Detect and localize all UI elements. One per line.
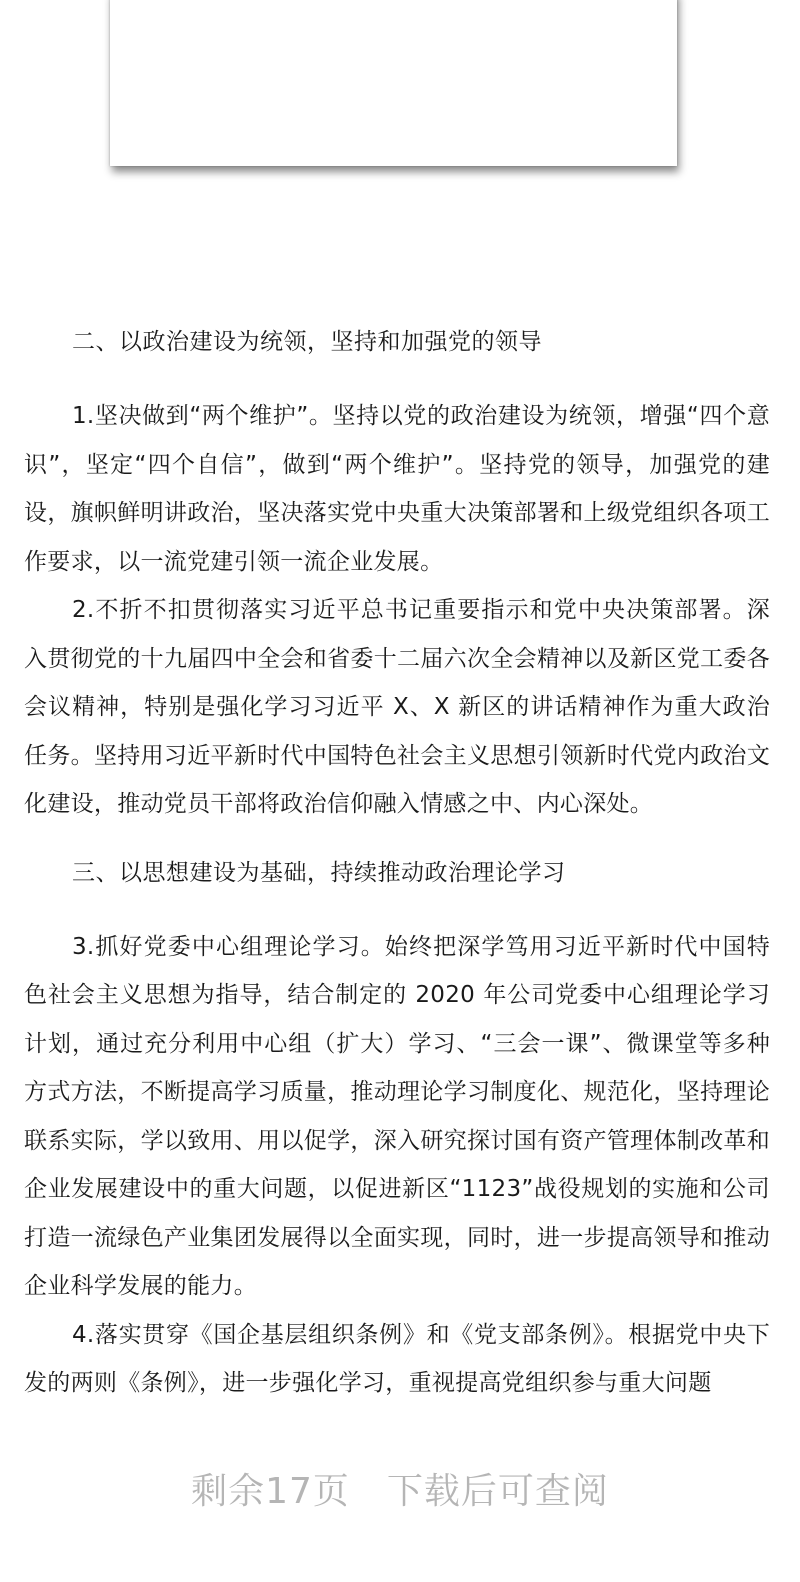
previous-page-card [110, 0, 677, 166]
section-heading-3: 三、以思想建设为基础，持续推动政治理论学习 [72, 859, 566, 886]
paragraph-3: 3.抓好党委中心组理论学习。始终把深学笃用习近平新时代中国特色社会主义思想为指导，结合制定的 2020 年公司党委中心组理论学习计划，通过充分利用中心组（扩大）学习、“三会一课”、微课堂等多种方式方法，不断提高学习质量，推动理论学习制度化、规范化，坚持理论联系实际，学以致用、用以促学，深入研究探讨国有资产管理体制改革和企业发展建设中的重大问题，以促进新区“1123”战役规划的实施和公司打造一流绿色产业集团发展得以全面实现，同时，进一步提高领导和推动企业科学发展的能力。 [24, 933, 770, 1299]
remaining-pages-download-notice[interactable]: 剩余17页 下载后可查阅 [191, 1471, 609, 1512]
paragraph-4: 4.落实贯穿《国企基层组织条例》和《党支部条例》。根据党中央下发的两则《条例》，进一步强化学习，重视提高党组织参与重大问题 [24, 1321, 770, 1396]
paragraph-1: 1.坚决做到“两个维护”。坚持以党的政治建设为统领，增强“四个意识”，坚定“四个自信”，做到“两个维护”。坚持党的领导，加强党的建设，旗帜鲜明讲政治，坚决落实党中央重大决策部署和上级党组织各项工作要求，以一流党建引领一流企业发展。 [24, 403, 770, 575]
section-heading-2: 二、以政治建设为统领，坚持和加强党的领导 [72, 329, 542, 355]
document-body [24, 318, 770, 1408]
paragraph-2: 2.不折不扣贯彻落实习近平总书记重要指示和党中央决策部署。深入贯彻党的十九届四中全会和省委十二届六次全会精神以及新区党工委各会议精神，特别是强化学习习近平 X、X 新区的讲话精神作为重大政治任务。坚持用习近平新时代中国特色社会主义思想引领新时代党内政治文化建设，推动党员干部将政治信仰融入情感之中、内心深处。 [24, 597, 770, 817]
